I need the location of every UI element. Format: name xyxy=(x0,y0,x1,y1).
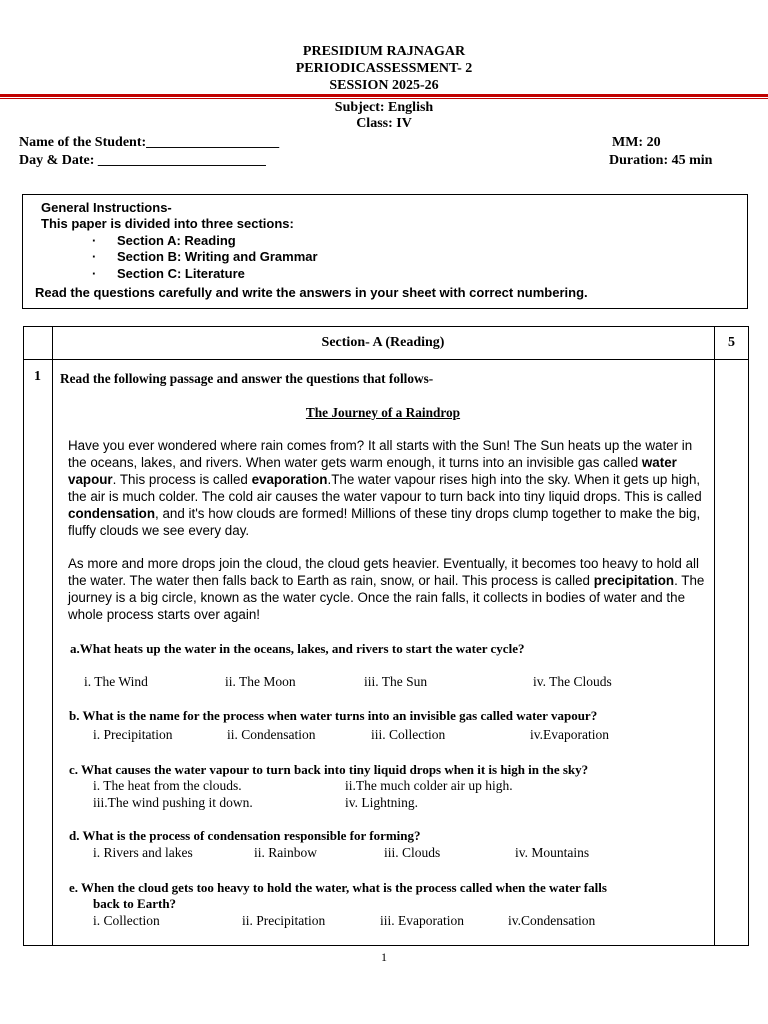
option: i. The heat from the clouds. xyxy=(93,778,242,793)
session-label: SESSION 2025-26 xyxy=(329,78,439,93)
page-number: 1 xyxy=(381,950,387,964)
passage-text: As more and more drops join the cloud, the cloud gets heavier. Eventually, it becomes too heavy to hold all the water. The water then falls back to Earth as rain, snow, or hail. This process is called xyxy=(68,556,699,588)
question-e: e. When the cloud gets too heavy to hold the water, what is the process called when the water falls xyxy=(69,880,607,895)
date-field xyxy=(19,153,266,169)
option: ii. Precipitation xyxy=(242,913,326,928)
table-col-divider-right xyxy=(714,326,715,946)
option: iv. Mountains xyxy=(515,845,590,860)
assessment-title: PERIODICASSESSMENT- 2 xyxy=(295,61,473,76)
option: ii. Rainbow xyxy=(254,845,317,860)
passage-text: . This process is called xyxy=(112,471,252,487)
instruction-item: Section B: Writing and Grammar xyxy=(117,249,318,264)
passage-text: Have you ever wondered where rain comes from? It all starts with the Sun! The Sun heats up the water in the oceans, lakes, and rivers. When water gets warm enough, it turns into an invisible gas called xyxy=(68,438,693,470)
question-d: d. What is the process of condensation responsible for forming? xyxy=(69,828,421,843)
subject-label: Subject: English xyxy=(334,100,434,115)
question-b: b. What is the name for the process when water turns into an invisible gas called water vapour? xyxy=(69,708,598,723)
instructions-note: Read the questions carefully and write the answers in your sheet with correct numbering. xyxy=(35,285,588,300)
instructions-title: General Instructions- xyxy=(41,200,172,215)
passage-paragraph-2 xyxy=(68,556,712,624)
table-row-divider xyxy=(23,359,749,360)
instruction-bullet: · xyxy=(92,266,97,281)
option: i. Rivers and lakes xyxy=(93,845,193,860)
option: iv. Lightning. xyxy=(345,795,418,810)
option: iv. The Clouds xyxy=(533,674,612,689)
max-marks: MM: 20 xyxy=(612,135,661,150)
date-blank: ________________________ xyxy=(97,153,266,168)
class-label: Class: IV xyxy=(356,116,412,131)
question-a: a.What heats up the water in the oceans, lakes, and rivers to start the water cycle? xyxy=(70,641,525,656)
option: iii. Collection xyxy=(371,727,446,742)
passage-keyword: precipitation xyxy=(593,572,675,588)
passage-keyword: condensation xyxy=(68,505,156,521)
instruction-item: Section A: Reading xyxy=(117,233,236,248)
question-e-continued: back to Earth? xyxy=(93,896,177,911)
duration: Duration: 45 min xyxy=(609,153,713,168)
student-name-label: Name of the Student: xyxy=(19,135,147,150)
option: iii. Evaporation xyxy=(380,913,464,928)
passage-text: . The journey is a big circle, known as the water cycle. Once the rain falls, it collects in bodies of water and the whole process starts over again! xyxy=(68,572,705,622)
option: ii. The Moon xyxy=(225,674,296,689)
header-divider-thick xyxy=(0,94,768,97)
date-label: Day & Date: xyxy=(19,153,95,168)
student-name-blank: ___________________ xyxy=(146,135,280,150)
school-name: PRESIDIUM RAJNAGAR xyxy=(302,44,466,59)
section-a-title: Section- A (Reading) xyxy=(321,335,445,350)
option: i. Collection xyxy=(93,913,160,928)
option: i. Precipitation xyxy=(93,727,173,742)
question-number: 1 xyxy=(34,369,41,384)
instruction-bullet: · xyxy=(92,249,97,264)
option: iii. Clouds xyxy=(384,845,441,860)
passage-paragraph-1 xyxy=(68,438,712,539)
passage-keyword: water vapour xyxy=(68,454,677,487)
header-divider-thin xyxy=(0,98,768,99)
passage-keyword: evaporation xyxy=(251,471,328,487)
option: iv.Condensation xyxy=(508,913,596,928)
passage-title: The Journey of a Raindrop xyxy=(305,405,461,420)
option: iii.The wind pushing it down. xyxy=(93,795,253,810)
option: i. The Wind xyxy=(84,674,148,689)
instruction-bullet: · xyxy=(92,233,97,248)
student-name-field xyxy=(19,135,279,151)
instructions-intro: This paper is divided into three sections: xyxy=(41,216,294,231)
question-c: c. What causes the water vapour to turn back into tiny liquid drops when it is high in the sky? xyxy=(69,762,589,777)
option: iii. The Sun xyxy=(364,674,428,689)
option: iv.Evaporation xyxy=(530,727,609,742)
section-a-marks: 5 xyxy=(728,335,735,350)
passage-text: .The water vapour rises high into the sky. When it gets up high, the air is much colder. The cold air causes the water vapour to turn back into tiny liquid drops. This is called xyxy=(68,471,702,504)
option: ii.The much colder air up high. xyxy=(345,778,513,793)
option: ii. Condensation xyxy=(227,727,316,742)
question-prompt: Read the following passage and answer the questions that follows- xyxy=(60,371,434,386)
instruction-item: Section C: Literature xyxy=(117,266,245,281)
passage-text: , and it's how clouds are formed! Millions of these tiny drops clump together to make the big, fluffy clouds we see every day. xyxy=(68,505,701,538)
